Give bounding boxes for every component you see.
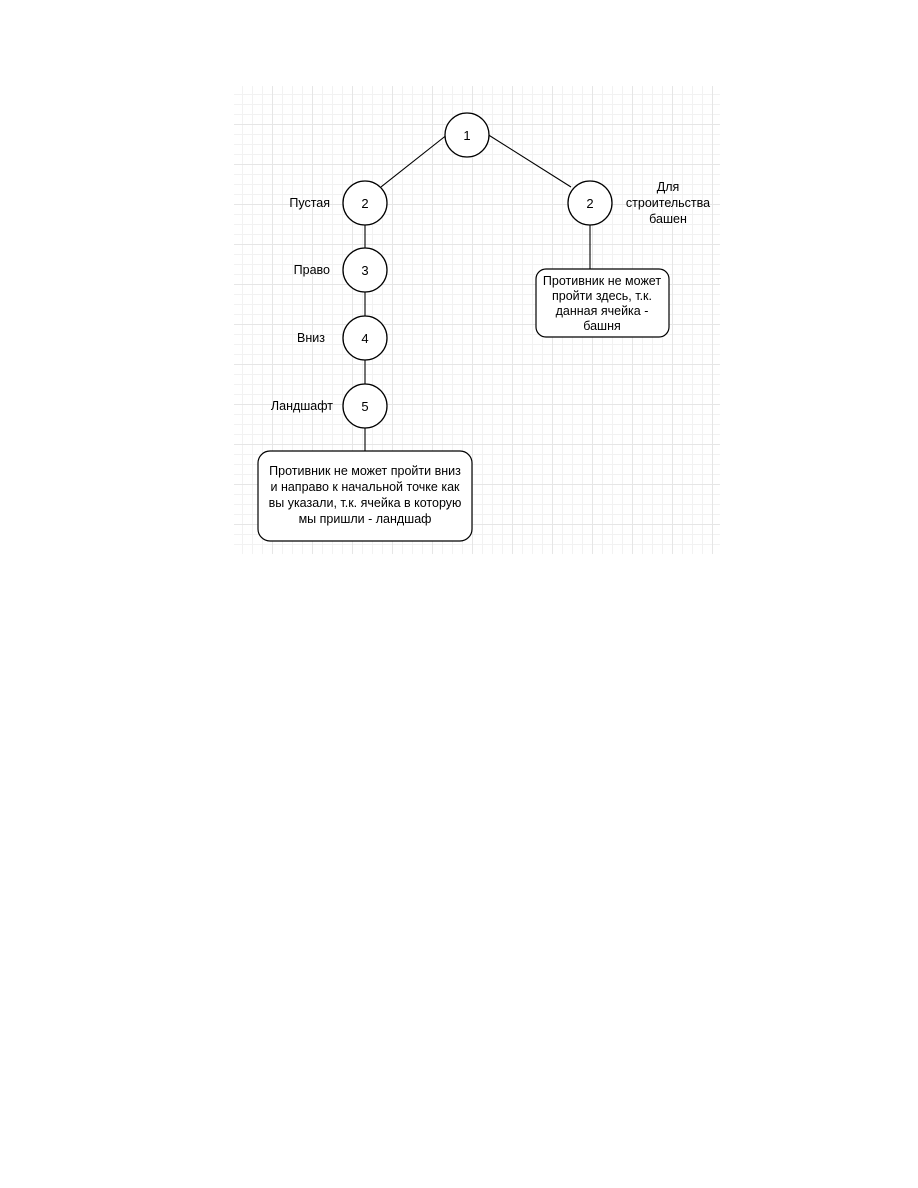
note-right-line-2: пройти здесь, т.к. — [552, 289, 652, 303]
edge-root-right-2 — [487, 134, 571, 187]
note-left — [258, 451, 472, 541]
node-left-3 — [294, 248, 387, 292]
edge-root-left-2 — [381, 134, 448, 187]
node-left-4-side-label: Вниз — [297, 331, 325, 345]
note-right-line-4: башня — [583, 319, 621, 333]
note-right — [536, 269, 669, 337]
note-left-line-2: и направо к начальной точке как — [270, 480, 460, 494]
note-left-line-3: вы указали, т.к. ячейка в которую — [268, 496, 462, 510]
node-left-3-side-label: Право — [293, 263, 330, 277]
tree-diagram — [234, 86, 720, 554]
node-right-2-side-label-line-3: башен — [649, 212, 687, 226]
node-left-2 — [289, 181, 387, 225]
node-right-2-side-label-line-1: Для — [656, 180, 680, 194]
node-root — [445, 113, 489, 157]
tree-diagram-canvas — [234, 86, 720, 554]
node-right-2-label: 2 — [586, 196, 594, 211]
node-left-5 — [271, 384, 387, 428]
node-left-2-side-label: Пустая — [289, 196, 330, 210]
node-left-4-label: 4 — [361, 331, 369, 346]
node-right-2-side-label-line-2: строительства — [625, 196, 711, 210]
note-right-line-1: Противник не может — [542, 274, 662, 288]
node-left-5-label: 5 — [361, 399, 369, 414]
note-right-line-3: данная ячейка - — [555, 304, 649, 318]
node-left-2-label: 2 — [361, 196, 369, 211]
node-left-4 — [297, 316, 387, 360]
note-left-line-1: Противник не может пройти вниз — [269, 464, 461, 478]
node-left-3-label: 3 — [361, 263, 369, 278]
node-right-2 — [568, 180, 710, 226]
node-left-5-side-label: Ландшафт — [270, 399, 333, 413]
node-root-label: 1 — [463, 128, 471, 143]
note-left-line-4: мы пришли - ландшаф — [298, 512, 432, 526]
